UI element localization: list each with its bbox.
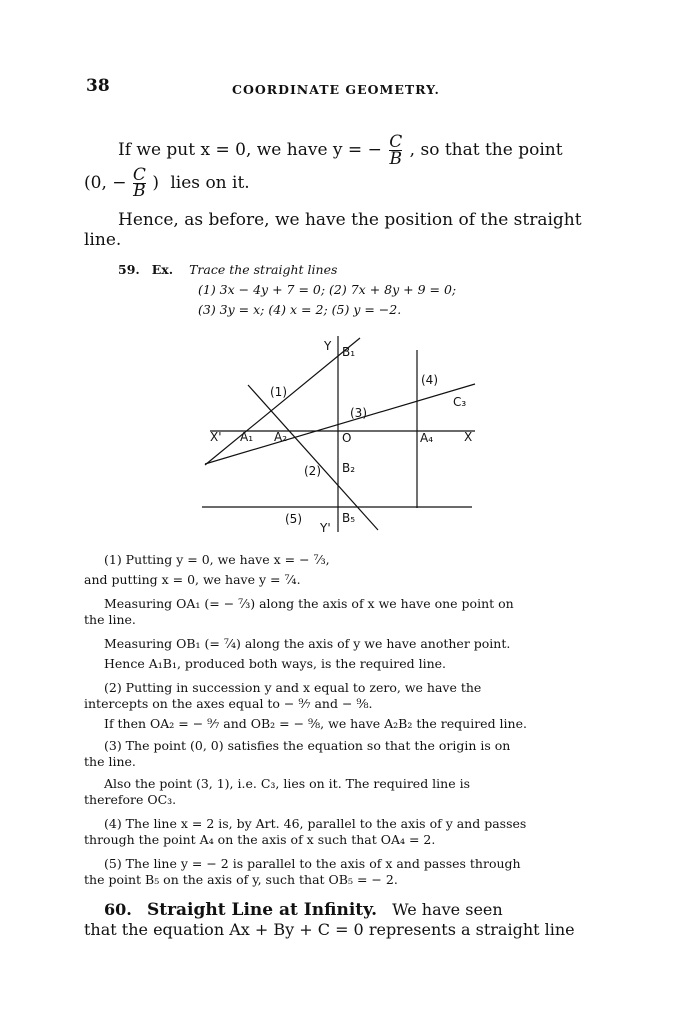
solution-1c: Measuring OA₁ (= − ⁷⁄₃) along the axis of x we have one point on [104,596,514,611]
solution-3b: the line. [84,754,136,769]
label-line-2: (2) [304,464,321,478]
label-y-prime: Y' [320,521,331,535]
fraction-c-over-b [389,134,402,167]
label-a2: A₂ [274,430,288,444]
solution-1a: (1) Putting y = 0, we have x = − ⁷⁄₃, [104,552,330,567]
example-number: 59. [118,262,140,277]
point-fraction-denominator: B [133,181,146,201]
intro-point-line [84,165,250,201]
solution-4b: through the point A₄ on the axis of x such that OA₄ = 2. [84,832,436,847]
solution-1b: and putting x = 0, we have y = ⁷⁄₄. [84,572,301,587]
section-60-line-1 [104,900,503,920]
label-a1: A₁ [240,430,254,444]
solution-2c: If then OA₂ = − ⁹⁄₇ and OB₂ = − ⁹⁄₈, we have A₂B₂ the required line. [104,716,527,731]
line-1 [205,338,360,465]
label-line-5: (5) [285,512,302,526]
point-fraction [132,165,146,201]
fraction-numerator: C [389,132,403,152]
solution-3a: (3) The point (0, 0) satisfies the equation so that the origin is on [104,738,511,753]
solution-1f: Hence A₁B₁, produced both ways, is the required line. [104,656,446,671]
page-number: 38 [86,76,110,96]
running-title: COORDINATE GEOMETRY. [232,82,440,97]
point-fraction-numerator: C [132,165,146,185]
section-60-text-1: We have seen [392,900,503,919]
label-line-1: (1) [270,385,287,399]
intro-line-1 [118,134,563,167]
solution-3c: Also the point (3, 1), i.e. C₃, lies on it. The required line is [104,776,471,791]
point-close: ) [152,173,159,193]
label-origin: O [342,431,352,445]
fraction-denominator: B [389,149,402,169]
section-60-number: 60. [104,900,132,919]
intro-line-1-after: , so that the point [409,140,563,160]
point-open: (0, − [84,173,127,193]
label-line-4: (4) [421,373,438,387]
label-c3: C₃ [453,395,467,409]
example-equations-1: (1) 3x − 4y + 7 = 0; (2) 7x + 8y + 9 = 0; [198,282,457,297]
solution-4a: (4) The line x = 2 is, by Art. 46, parallel to the axis of y and passes [104,816,527,831]
solution-5a: (5) The line y = − 2 is parallel to the axis of x and passes through [104,856,521,871]
solution-2b: intercepts on the axes equal to − ⁹⁄₇ and − ⁹⁄₈. [84,696,373,711]
label-line-3: (3) [350,406,367,420]
point-lies-text: lies on it. [170,173,250,193]
label-y: Y [324,339,332,353]
hence-line-2: line. [84,230,122,250]
label-b2: B₂ [342,461,356,475]
example-tag: Ex. [151,262,174,277]
solution-1e: Measuring OB₁ (= ⁷⁄₄) along the axis of y we have another point. [104,636,511,651]
label-b5: B₅ [342,511,356,525]
section-60-line-2: that the equation Ax + By + C = 0 represents a straight line [84,920,575,939]
coordinate-diagram [200,330,480,540]
example-equations-2: (3) 3y = x; (4) x = 2; (5) y = −2. [198,302,402,317]
solution-5b: the point B₅ on the axis of y, such that OB₅ = − 2. [84,872,398,887]
line-3 [205,384,475,464]
label-a4: A₄ [420,431,434,445]
solution-1d: the line. [84,612,136,627]
label-x-prime: X' [210,430,222,444]
label-x: X [464,430,473,444]
solution-2a: (2) Putting in succession y and x equal to zero, we have the [104,680,482,695]
intro-line-1-before: If we put x = 0, we have y = − [118,140,382,160]
example-title: Trace the straight lines [189,262,338,277]
example-heading [118,262,337,277]
solution-3d: therefore OC₃. [84,792,177,807]
section-60-heading: Straight Line at Infinity. [146,900,377,920]
hence-line-1: Hence, as before, we have the position of the straight [118,210,582,230]
label-b1: B₁ [342,345,356,359]
